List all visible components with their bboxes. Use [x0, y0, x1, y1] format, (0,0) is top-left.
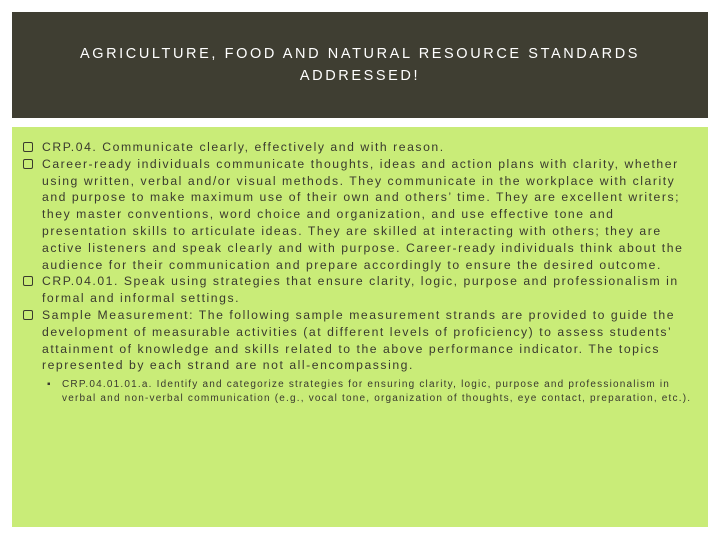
sub-bullet-list [42, 378, 692, 406]
checkbox-outline-icon [23, 276, 33, 286]
list-item-text: Career-ready individuals communicate thoughts, ideas and action plans with clarity, whether using written, verbal and/or visual methods. They communicate in the workplace with clarity and purpose to make maximum use of their own and others’ time. They are excellent writers; they master conventions, word choice and organization, and use effective tone and presentation skills to articulate ideas. They are skilled at interacting with others; they are active listeners and speak clearly and with purpose. Career-ready individuals think about the audience for their communication and prepare accordingly to ensure the desired outcome. [42, 156, 684, 272]
list-item [42, 156, 692, 274]
slide-title: AGRICULTURE, FOOD AND NATURAL RESOURCE STANDARDS ADDRESSED! [79, 46, 641, 84]
sub-list-item-text: CRP.04.01.01.a. Identify and categorize strategies for ensuring clarity, logic, purpose and professionalism in verbal and non-verbal communication (e.g., vocal tone, organization of thoughts, eye contact, preparation, etc.). [62, 379, 692, 405]
list-item-text: Sample Measurement: The following sample measurement strands are provided to guide the development of measurable activities (at different levels of proficiency) to assess students’ attainment of knowledge and skills related to the above performance indicator. The topics represented by each strand are not all-encompassing. [42, 307, 676, 373]
checkbox-outline-icon [23, 159, 33, 169]
checkbox-outline-icon [23, 142, 33, 152]
list-item [42, 307, 692, 407]
title-banner [12, 12, 708, 118]
content-panel [12, 127, 708, 527]
sub-list-item [42, 378, 692, 406]
checkbox-outline-icon [23, 310, 33, 320]
bullet-square-icon: ▪ [47, 379, 52, 391]
list-item [42, 273, 692, 307]
list-item [42, 139, 692, 156]
bullet-list [42, 139, 692, 407]
list-item-text: CRP.04. Communicate clearly, effectively and with reason. [42, 140, 445, 154]
list-item-text: CRP.04.01. Speak using strategies that ensure clarity, logic, purpose and professionalism in formal and informal settings. [42, 274, 679, 306]
